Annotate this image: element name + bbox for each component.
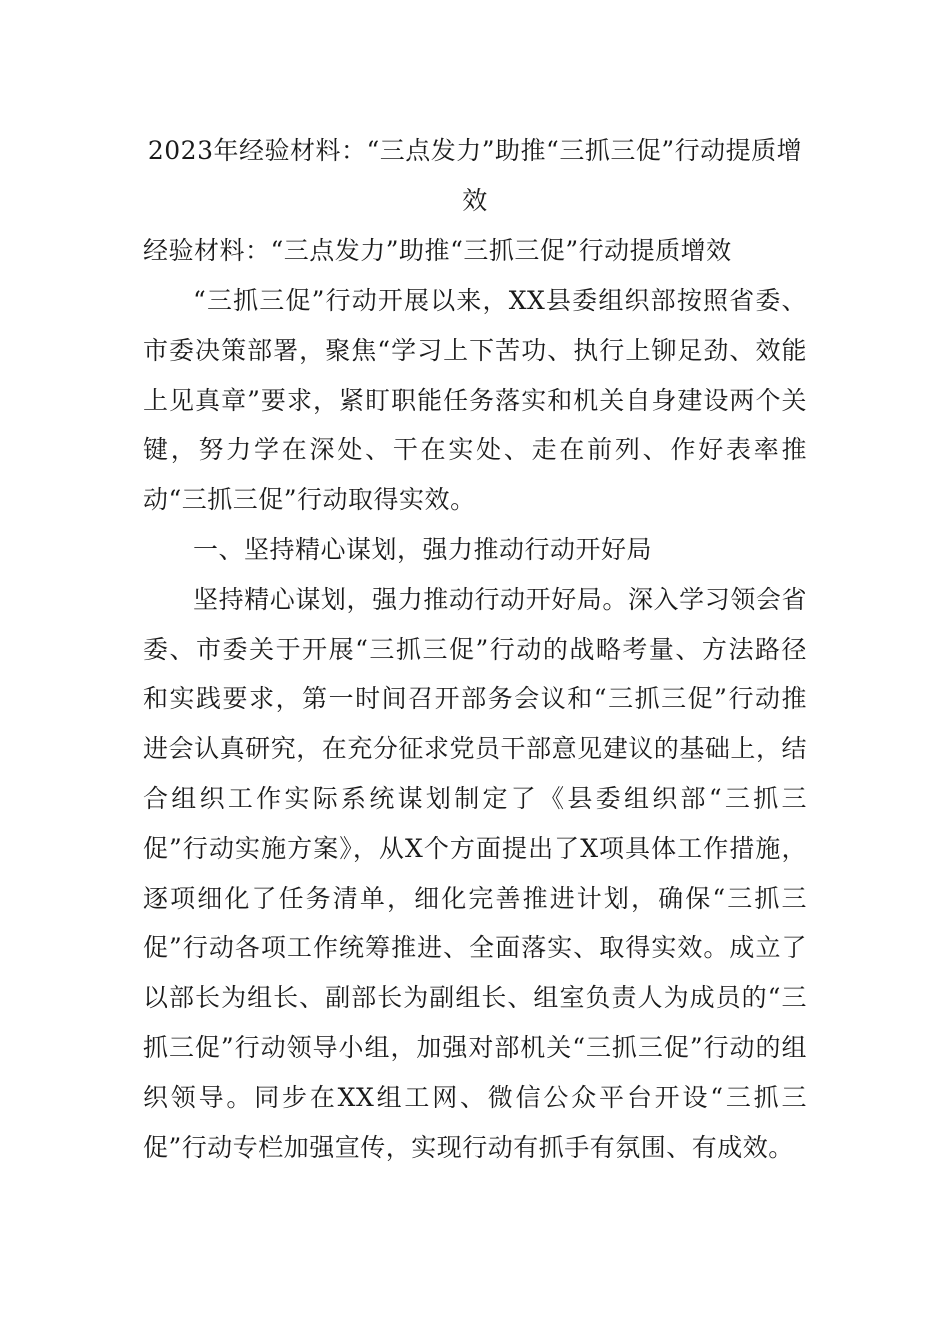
document-subtitle: 经验材料：“三点发力”助推“三抓三促”行动提质增效: [143, 236, 732, 265]
document-body: [143, 126, 807, 1172]
section-heading-1: 一、坚持精心谋划，强力推动行动开好局: [193, 534, 653, 564]
intro-paragraph: “三抓三促”行动开展以来，XX县委组织部按照省委、市委决策部署，聚焦“学习上下苦功、执行上铆足劲、效能上见真章”要求，紧盯职能任务落实和机关自身建设两个关键，努力学在深处、干在实处、走在前列、作好表率推动“三抓三促”行动取得实效。: [143, 286, 807, 515]
section-body-1: 坚持精心谋划，强力推动行动开好局。深入学习领会省委、市委关于开展“三抓三促”行动的战略考量、方法路径和实践要求，第一时间召开部务会议和“三抓三促”行动推进会认真研究，在充分征求党员干部意见建议的基础上，结合组织工作实际系统谋划制定了《县委组织部“三抓三促”行动实施方案》，从X个方面提出了X项具体工作措施，逐项细化了任务清单，细化完善推进计划，确保“三抓三促”行动各项工作统筹推进、全面落实、取得实效。成立了以部长为组长、副部长为副组长、组室负责人为成员的“三抓三促”行动领导小组，加强对部机关“三抓三促”行动的组织领导。同步在XX组工网、微信公众平台开设“三抓三促”行动专栏加强宣传，实现行动有抓手有氛围、有成效。: [143, 584, 807, 1162]
document-title: 2023年经验材料：“三点发力”助推“三抓三促”行动提质增效: [147, 136, 803, 215]
